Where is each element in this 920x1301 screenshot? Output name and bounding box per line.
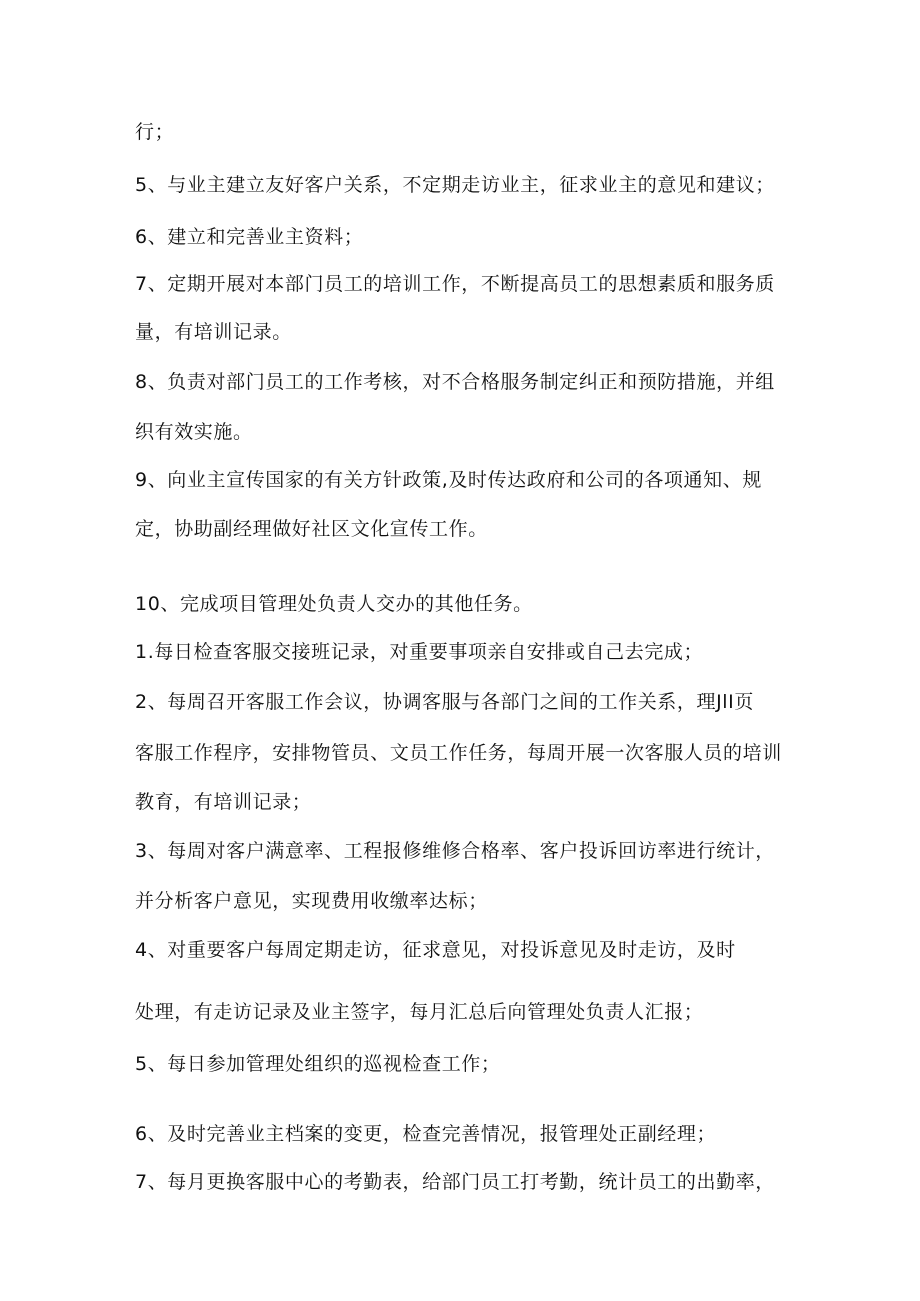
text-line: 处理，有走访记录及业主签字，每月汇总后向管理处负责人汇报； xyxy=(135,1001,704,1023)
text-line: 4、对重要客户每周定期走访，征求意见，对投诉意见及时走访，及时 xyxy=(135,939,736,961)
text-line: 9、向业主宣传国家的有关方针政策,及时传达政府和公司的各项通知、规 xyxy=(135,469,762,491)
text-line: 7、每月更换客服中心的考勤表，给部门员工打考勤，统计员工的出勤率， xyxy=(135,1171,775,1193)
text-line: 量，有培训记录。 xyxy=(135,321,292,343)
text-line: 织有效实施。 xyxy=(135,421,253,443)
text-line: 8、负责对部门员工的工作考核，对不合格服务制定纠正和预防措施，并组 xyxy=(135,371,775,393)
text-line: 客服工作程序，安排物管员、文员工作任务，每周开展一次客服人员的培训 xyxy=(135,742,782,764)
text-line: 教育，有培训记录； xyxy=(135,791,312,813)
text-line: 2、每周召开客服工作会议，协调客服与各部门之间的工作关系，理JlI页 xyxy=(135,691,754,713)
text-line: 5、与业主建立友好客户关系，不定期走访业主，征求业主的意见和建议； xyxy=(135,174,775,196)
text-line: 1.每日检查客服交接班记录，对重要事项亲自安排或自己去完成； xyxy=(135,641,704,663)
text-line: 行； xyxy=(135,121,175,143)
text-line: 7、定期开展对本部门员工的培训工作，不断提高员工的思想素质和服务质 xyxy=(135,273,775,295)
text-line: 3、每周对客户满意率、工程报修维修合格率、客户投诉回访率进行统计， xyxy=(135,840,775,862)
text-line: 定，协助副经理做好社区文化宣传工作。 xyxy=(135,518,488,540)
text-line: 6、建立和完善业主资料； xyxy=(135,226,364,248)
text-line: 5、每日参加管理处组织的巡视检查工作； xyxy=(135,1053,501,1075)
text-line: 10、完成项目管理处负责人交办的其他任务。 xyxy=(135,593,533,615)
text-line: 6、及时完善业主档案的变更，检查完善情况，报管理处正副经理； xyxy=(135,1123,717,1145)
text-line: 并分析客户意见，实现费用收缴率达标； xyxy=(135,890,488,912)
